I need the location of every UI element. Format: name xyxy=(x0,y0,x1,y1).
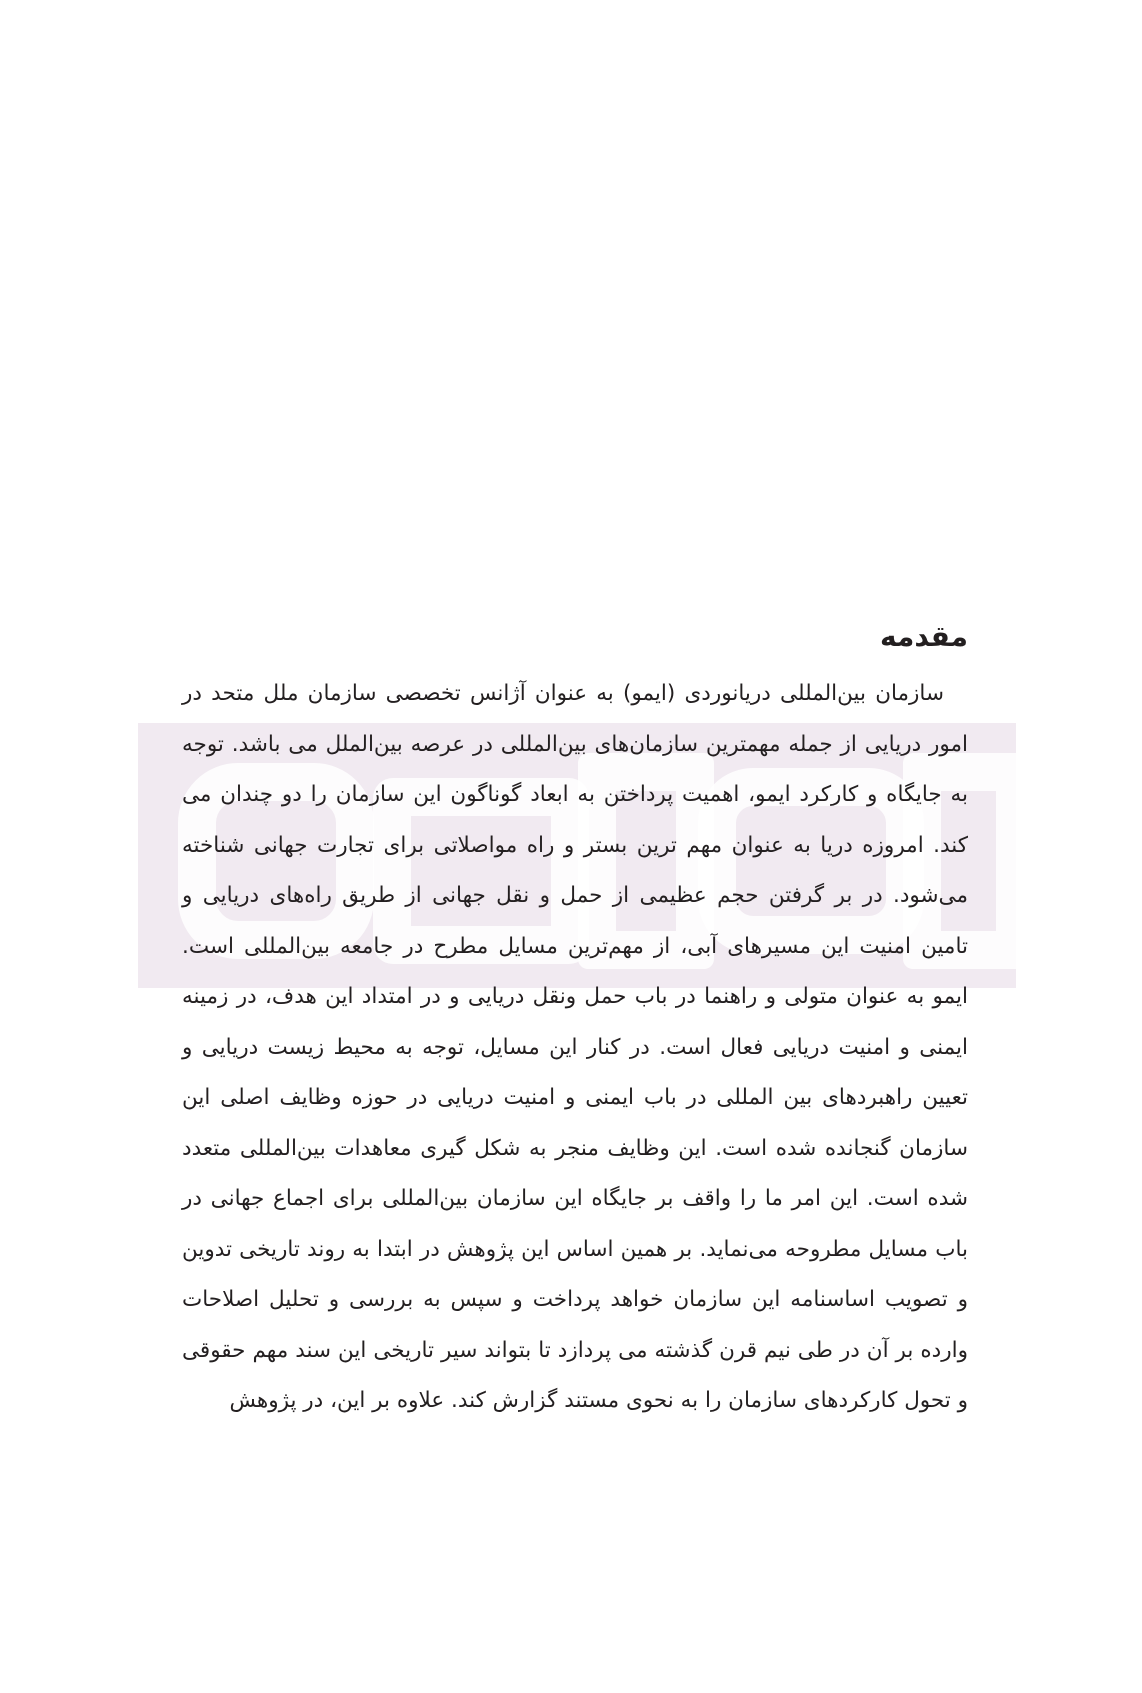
page-content xyxy=(182,615,968,1427)
introduction-paragraph: سازمان بین‌المللی دریانوردی (ایمو) به عنوان آژانس تخصصی سازمان ملل متحد در امور دریایی از جمله مهمترین سازمان‌های بین‌المللی در عرصه بین‌الملل می باشد. توجه به جایگاه و کارکرد ایمو، اهمیت پرداختن به ابعاد گوناگون این سازمان را دو چندان می کند. امروزه دریا به عنوان مهم ترین بستر و راه مواصلاتی برای تجارت جهانی شناخته می‌شود. در بر گرفتن حجم عظیمی از حمل و نقل جهانی از طریق راه‌های دریایی و تامین امنیت این مسیرهای آبی، از مهم‌ترین مسایل مطرح در جامعه بین‌المللی است. ایمو به عنوان متولی و راهنما در باب حمل ونقل دریایی و در امتداد این هدف، در زمینه ایمنی و امنیت دریایی فعال است. در کنار این مسایل، توجه به محیط زیست دریایی و تعیین راهبردهای بین المللی در باب ایمنی و امنیت دریایی در حوزه وظایف اصلی این سازمان گنجانده شده است. این وظایف منجر به شکل گیری معاهدات بین‌المللی متعدد شده است. این امر ما را واقف بر جایگاه این سازمان بین‌المللی برای اجماع جهانی در باب مسایل مطروحه می‌نماید. بر همین اساس این پژوهش در ابتدا به روند تاریخی تدوین و تصویب اساسنامه این سازمان خواهد پرداخت و سپس به بررسی و تحلیل اصلاحات وارده بر آن در طی نیم قرن گذشته می پردازد تا بتواند سیر تاریخی این سند مهم حقوقی و تحول کارکردهای سازمان را به نحوی مستند گزارش کند. علاوه بر این، در پژوهش xyxy=(182,681,968,1413)
section-heading: مقدمه xyxy=(880,620,968,653)
